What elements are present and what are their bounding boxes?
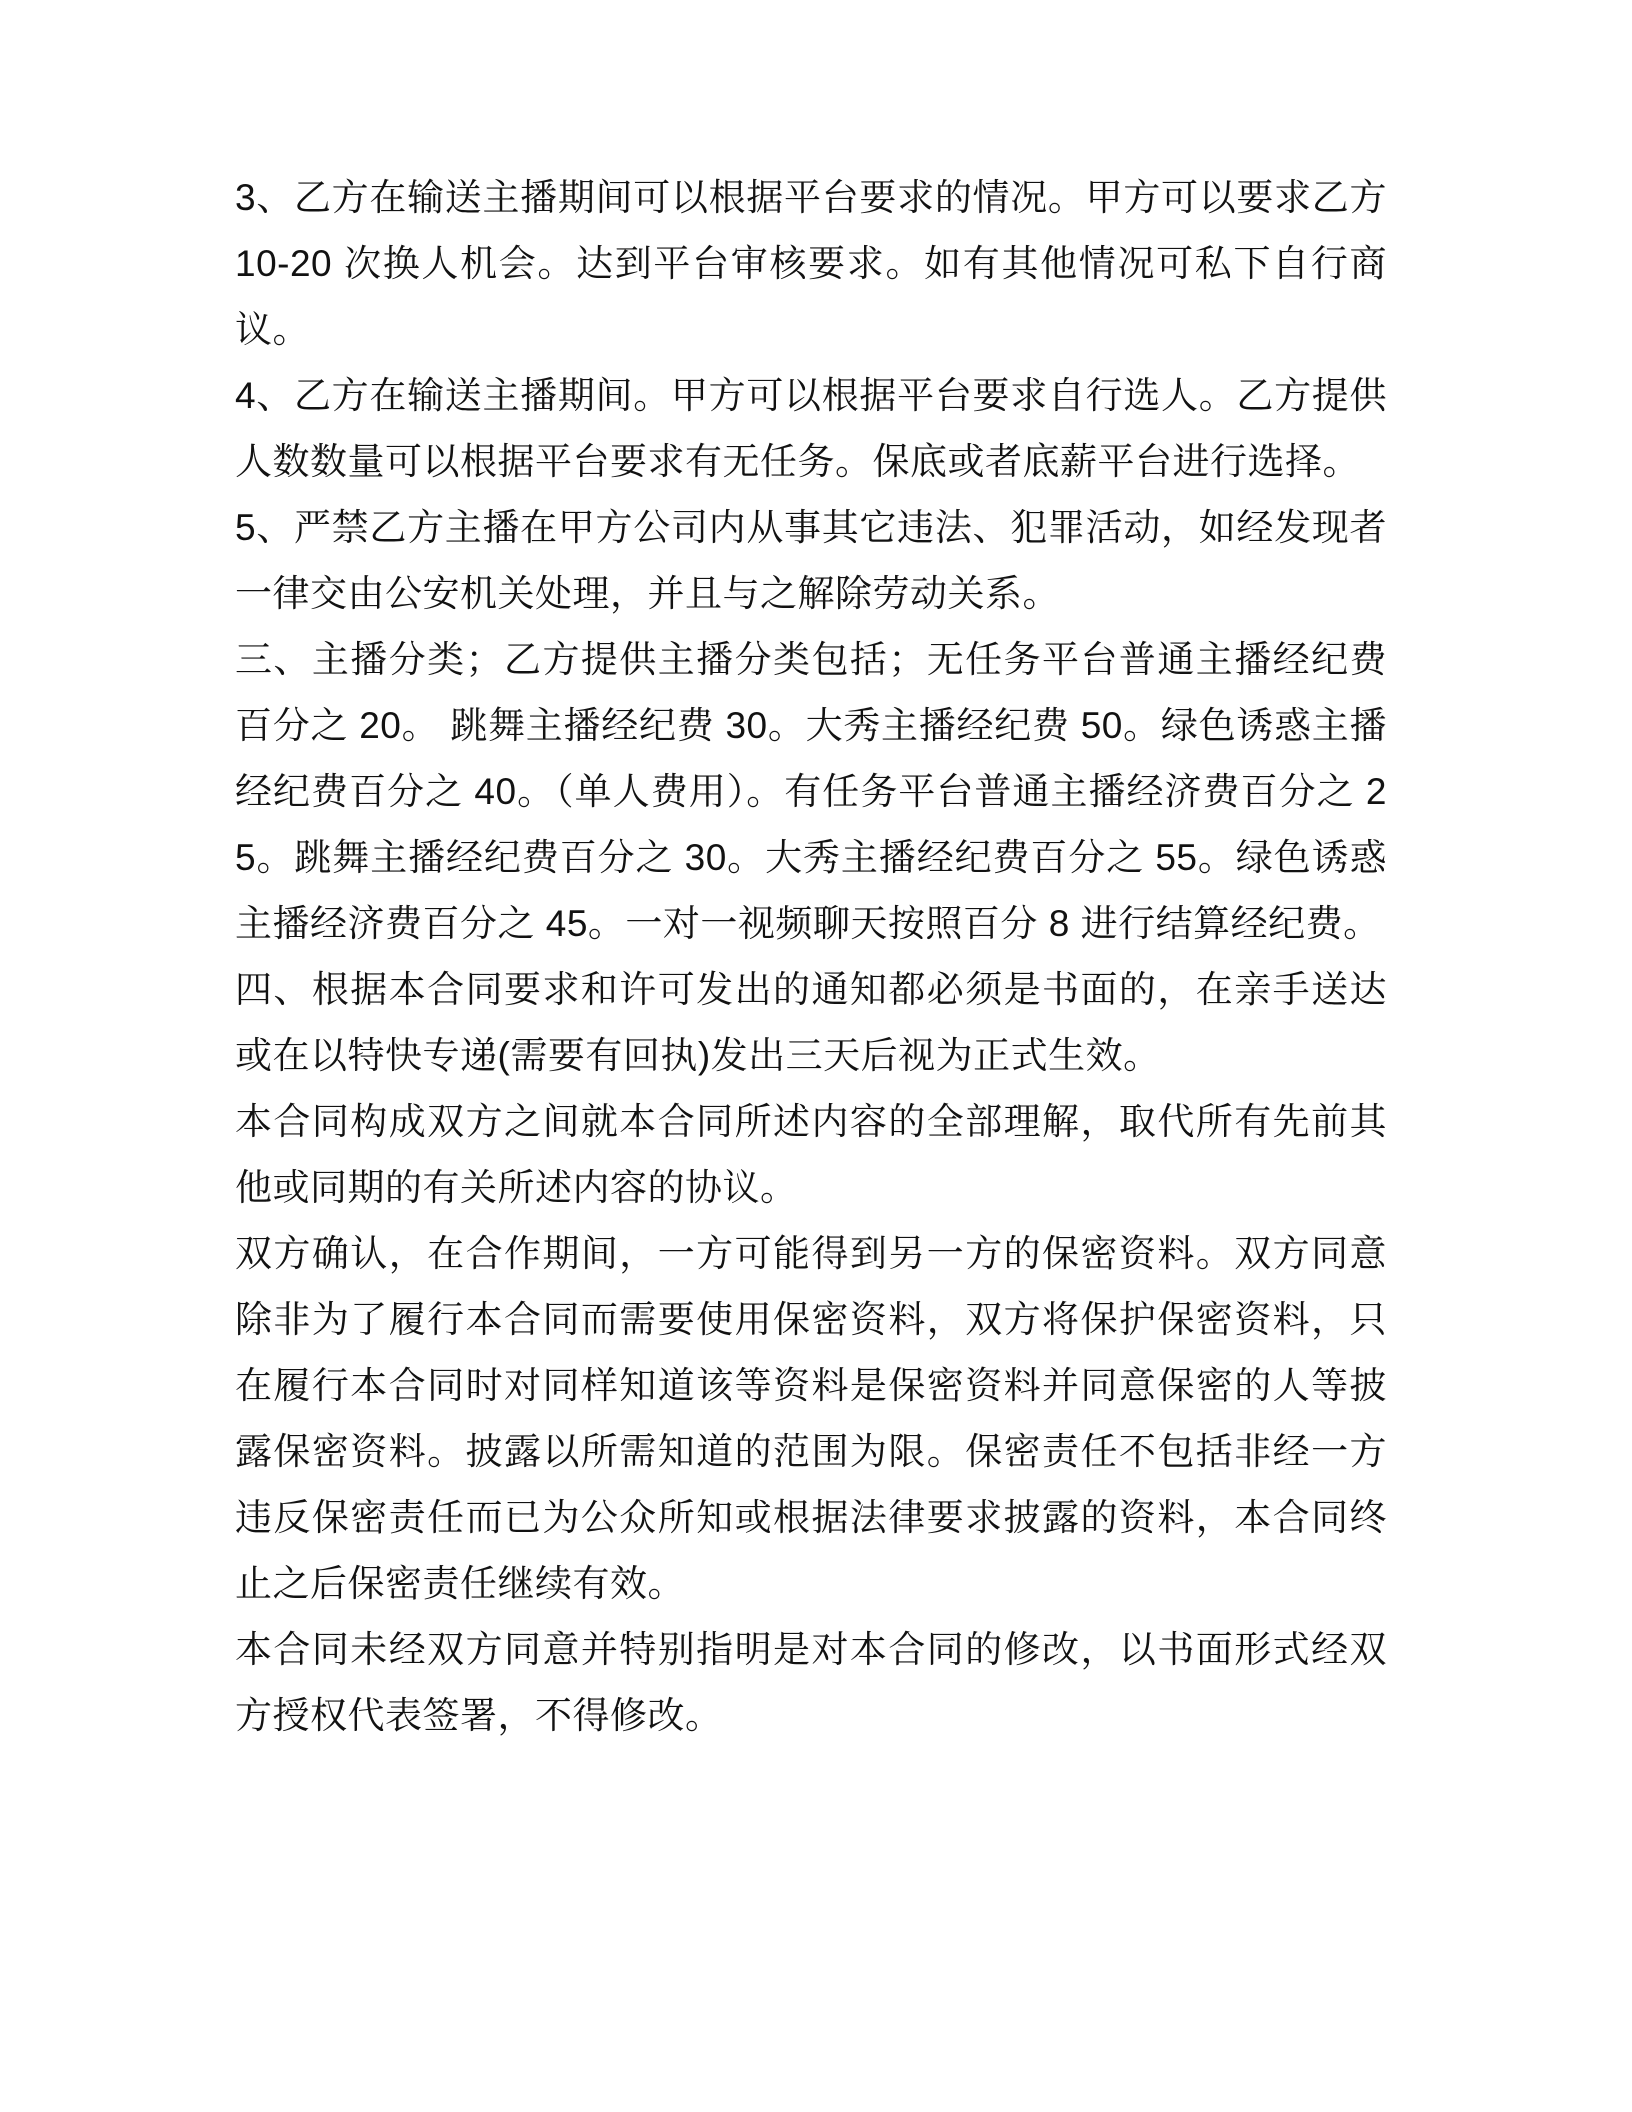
- paragraph-confidentiality: 双方确认，在合作期间，一方可能得到另一方的保密资料。双方同意除非为了履行本合同而需要使用保密资料，双方将保护保密资料，只在履行本合同时对同样知道该等资料是保密资料并同意保密的人等披露保密资料。披露以所需知道的范围为限。保密责任不包括非经一方违反保密责任而已为公众所知或根据法律要求披露的资料，本合同终止之后保密责任继续有效。: [235, 1233, 1387, 1604]
- contract-body: [235, 165, 1387, 1749]
- paragraph-entire-agreement: 本合同构成双方之间就本合同所述内容的全部理解，取代所有先前其他或同期的有关所述内容的协议。: [235, 1101, 1387, 1208]
- paragraph-section-4-notices: 四、根据本合同要求和许可发出的通知都必须是书面的，在亲手送达或在以特快专递(需要有回执)发出三天后视为正式生效。: [235, 969, 1387, 1076]
- paragraph-clause-4: 4、乙方在输送主播期间。甲方可以根据平台要求自行选人。乙方提供人数数量可以根据平台要求有无任务。保底或者底薪平台进行选择。: [235, 375, 1387, 482]
- paragraph-section-3-anchor-classification: 三、主播分类；乙方提供主播分类包括；无任务平台普通主播经纪费百分之 20。 跳舞主播经纪费 30。大秀主播经纪费 50。绿色诱惑主播经纪费百分之 40。（单人费用）。有任务平台普通主播经济费百分之 25。跳舞主播经纪费百分之 30。大秀主播经纪费百分之 55。绿色诱惑主播经济费百分之 45。一对一视频聊天按照百分 8 进行结算经纪费。: [235, 639, 1387, 944]
- paragraph-clause-3: 3、乙方在输送主播期间可以根据平台要求的情况。甲方可以要求乙方 10-20 次换人机会。达到平台审核要求。如有其他情况可私下自行商议。: [235, 177, 1387, 350]
- paragraph-amendments: 本合同未经双方同意并特别指明是对本合同的修改，以书面形式经双方授权代表签署，不得修改。: [235, 1629, 1387, 1736]
- paragraph-clause-5: 5、严禁乙方主播在甲方公司内从事其它违法、犯罪活动，如经发现者一律交由公安机关处理，并且与之解除劳动关系。: [235, 507, 1387, 614]
